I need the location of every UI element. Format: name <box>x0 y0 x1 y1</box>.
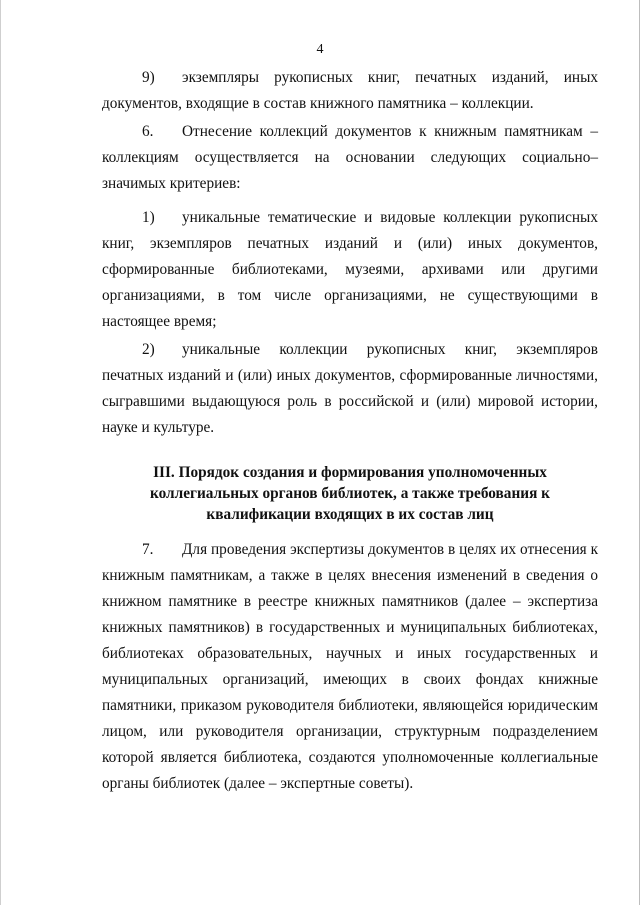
page-number: 4 <box>316 42 324 57</box>
paragraph-7 <box>102 537 598 797</box>
paragraph-number: 6. <box>142 123 154 140</box>
paragraph-text: Отнесение коллекций документов к книжным памятникам – коллекциям осуществляется на основании следующих социально–значимых критериев: <box>102 123 598 192</box>
paragraph-number: 7. <box>142 541 154 558</box>
section-heading-line: коллегиальных органов библиотек, а также требования к <box>149 485 550 502</box>
criterion-1 <box>102 205 598 335</box>
criterion-2 <box>102 337 598 441</box>
paragraph-number: 9) <box>142 69 155 86</box>
paragraph-text: уникальные тематические и видовые коллекции рукописных книг, экземпляров печатных изданий и (или) иных документов, сформированные библиотеками, музеями, архивами или другими организациями, в том числе организациями, не существующими в настоящее время; <box>102 209 598 330</box>
paragraph-text: Для проведения экспертизы документов в целях их отнесения к книжным памятникам, а также в целях внесения изменений в сведения о книжном памятнике в реестре книжных памятников (далее – экспертиза книжных памятников) в государственных и муниципальных библиотеках, библиотеках образовательных, научных и иных государственных и муниципальных организаций, имеющих в своих фондах книжные памятники, приказом руководителя библиотеки, являющейся юридическим лицом, или руководителя организации, структурным подразделением которой является библиотека, создаются уполномоченные коллегиальные органы библиотек (далее – экспертные советы). <box>102 541 598 792</box>
paragraph-text: уникальные коллекции рукописных книг, экземпляров печатных изданий и (или) иных документов, сформированные личностями, сыгравшими выдающуюся роль в российской и (или) мировой истории, науке и культуре. <box>102 341 598 436</box>
paragraph-number: 1) <box>142 209 155 226</box>
paragraph-number: 2) <box>142 341 155 358</box>
section-heading-line: III. Порядок создания и формирования уполномоченных <box>153 464 547 481</box>
paragraph-6 <box>102 119 598 197</box>
section-heading <box>102 462 598 525</box>
paragraph-text: экземпляры рукописных книг, печатных изданий, иных документов, входящие в состав книжного памятника – коллекции. <box>102 69 598 112</box>
section-heading-line: квалификации входящих в их состав лиц <box>206 506 494 523</box>
paragraph-item-9 <box>102 65 598 117</box>
